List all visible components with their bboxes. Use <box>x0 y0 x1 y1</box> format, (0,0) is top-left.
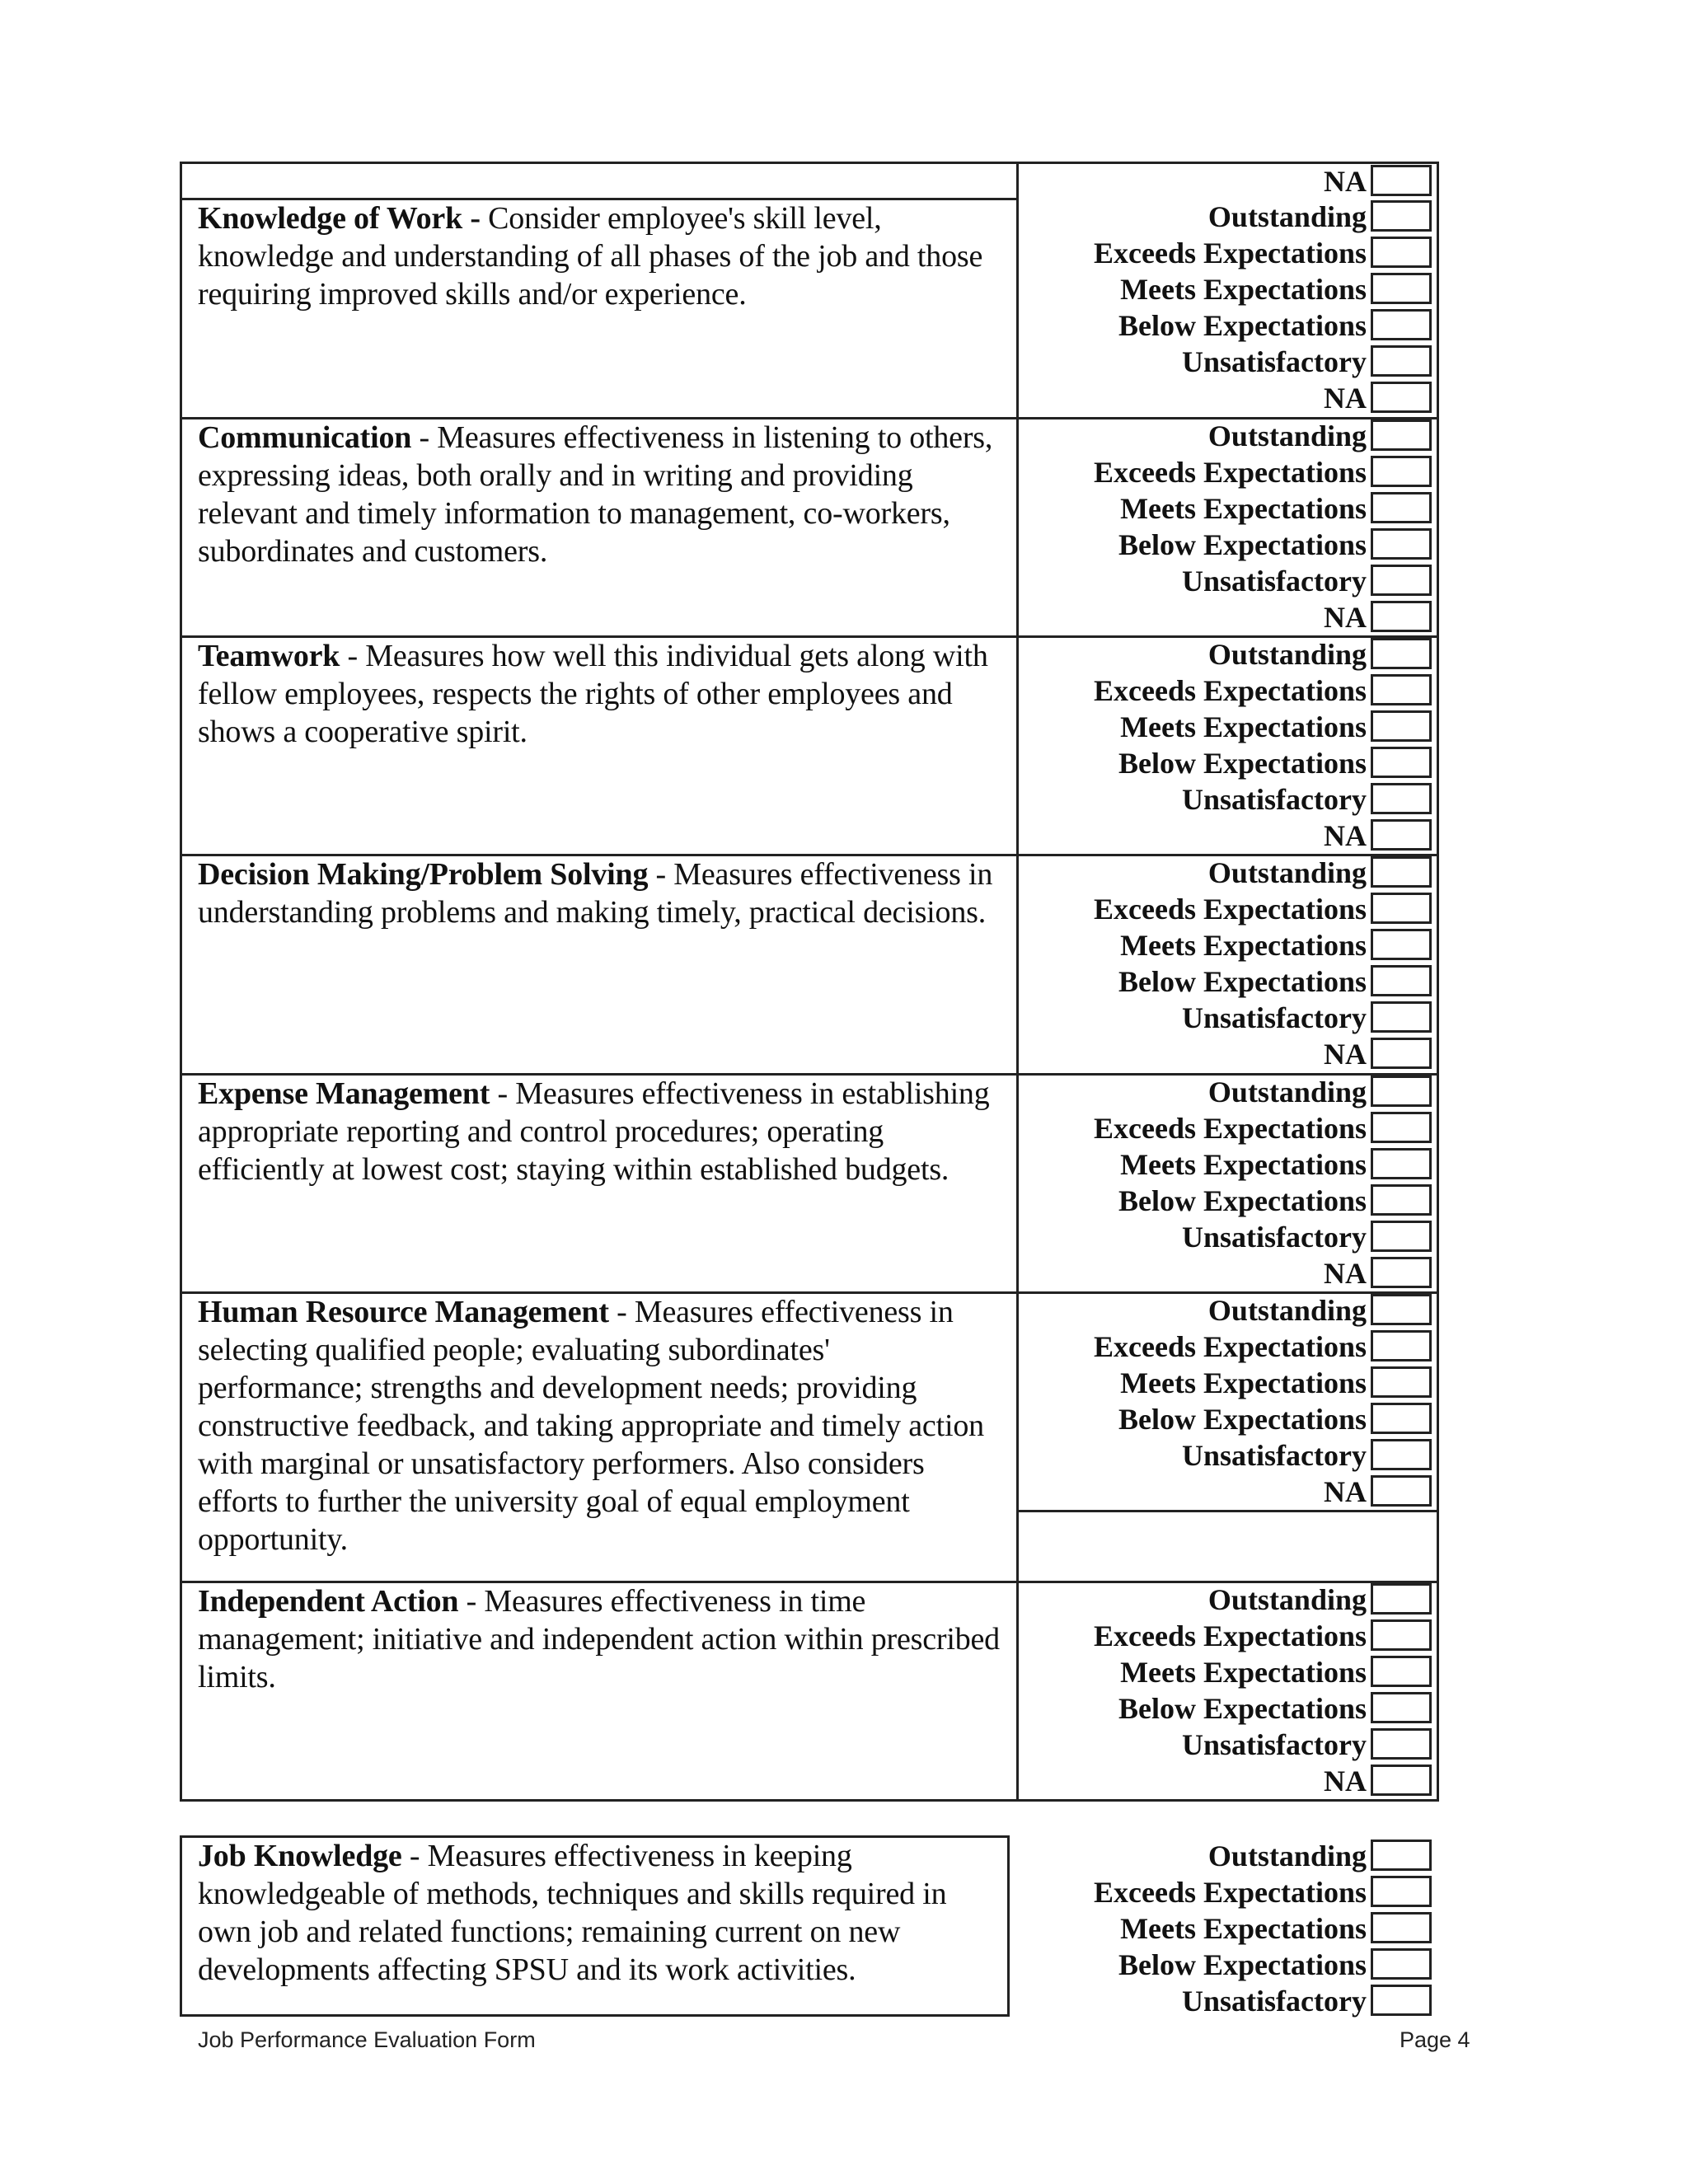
criterion-communication <box>198 419 1001 570</box>
rating-label-unsatisfactory: Unsatisfactory <box>1182 783 1367 816</box>
rating-label-exceeds-expectations: Exceeds Expectations <box>1094 674 1367 707</box>
rating-checkbox-outstanding[interactable] <box>1371 1076 1432 1107</box>
rating-checkbox-exceeds-expectations[interactable] <box>1371 1330 1432 1361</box>
rating-label-na: NA <box>1324 1038 1367 1071</box>
rating-checkbox-meets-expectations[interactable] <box>1371 492 1432 523</box>
rating-label-below-expectations: Below Expectations <box>1118 1948 1367 1981</box>
rating-checkbox-outstanding[interactable] <box>1371 419 1432 451</box>
rating-label-unsatisfactory: Unsatisfactory <box>1182 565 1367 598</box>
rating-label-outstanding: Outstanding <box>1207 200 1367 233</box>
criterion-text: - Measures how well this individual gets along with fellow employees, respects the rights of other employees and shows a cooperative spirit. <box>198 639 988 749</box>
rating-checkbox-unsatisfactory[interactable] <box>1371 1439 1432 1470</box>
rating-label-unsatisfactory: Unsatisfactory <box>1182 1001 1367 1034</box>
rating-label-na: NA <box>1324 382 1367 415</box>
rating-label-exceeds-expectations: Exceeds Expectations <box>1094 893 1367 926</box>
rating-label-meets-expectations: Meets Expectations <box>1120 492 1367 525</box>
rating-checkbox-meets-expectations[interactable] <box>1371 1366 1432 1398</box>
rating-checkbox-unsatisfactory[interactable] <box>1371 1728 1432 1760</box>
rating-label-exceeds-expectations: Exceeds Expectations <box>1094 1112 1367 1145</box>
rating-checkbox-exceeds-expectations[interactable] <box>1371 1112 1432 1143</box>
rating-label-exceeds-expectations: Exceeds Expectations <box>1094 237 1367 269</box>
criterion-title: Decision Making/Problem Solving <box>198 857 649 892</box>
rating-checkbox-outstanding[interactable] <box>1371 856 1432 888</box>
rating-checkbox-meets-expectations[interactable] <box>1371 1656 1432 1687</box>
rating-label-outstanding: Outstanding <box>1207 1076 1367 1108</box>
rating-label-below-expectations: Below Expectations <box>1118 747 1367 780</box>
rating-label-below-expectations: Below Expectations <box>1118 1403 1367 1436</box>
rating-label-exceeds-expectations: Exceeds Expectations <box>1094 1619 1367 1652</box>
criterion-text: - Measures effectiveness in selecting qualified people; evaluating subordinates' performance; strengths and development needs; providing constructive feedback, and taking appropriate and timely action with marginal or unsatisfactory performers. Also considers efforts to further the university goal of equal employment opportunity. <box>198 1295 984 1557</box>
rating-label-unsatisfactory: Unsatisfactory <box>1182 1985 1367 2018</box>
jk-left-border <box>180 1835 182 2017</box>
criterion-title: Independent Action <box>198 1584 459 1619</box>
rating-label-exceeds-expectations: Exceeds Expectations <box>1094 1330 1367 1363</box>
rating-label-meets-expectations: Meets Expectations <box>1120 1912 1367 1945</box>
criterion-title: Communication <box>198 420 412 455</box>
criterion-expense-management <box>198 1075 1001 1188</box>
criterion-knowledge-of-work <box>198 199 1001 313</box>
rating-checkbox-exceeds-expectations[interactable] <box>1371 1876 1432 1907</box>
rating-label-exceeds-expectations: Exceeds Expectations <box>1094 456 1367 489</box>
rating-checkbox-unsatisfactory[interactable] <box>1371 1001 1432 1033</box>
rating-label-meets-expectations: Meets Expectations <box>1120 710 1367 743</box>
jk-right-border <box>1007 1835 1010 2017</box>
rating-label-meets-expectations: Meets Expectations <box>1120 273 1367 306</box>
rating-label-outstanding: Outstanding <box>1207 419 1367 452</box>
rating-label-outstanding: Outstanding <box>1207 1294 1367 1327</box>
rating-checkbox-na[interactable] <box>1371 1765 1432 1796</box>
rating-checkbox-unsatisfactory[interactable] <box>1371 565 1432 596</box>
rating-checkbox-outstanding[interactable] <box>1371 1840 1432 1871</box>
rating-label-below-expectations: Below Expectations <box>1118 309 1367 342</box>
criterion-text: - Measures effectiveness in time management; initiative and independent action within prescribed limits. <box>198 1584 1000 1694</box>
rating-checkbox-exceeds-expectations[interactable] <box>1371 674 1432 705</box>
rating-label-na: NA <box>1324 819 1367 852</box>
rating-checkbox-outstanding[interactable] <box>1371 200 1432 232</box>
criterion-title: Human Resource Management <box>198 1295 609 1329</box>
rating-checkbox-below-expectations[interactable] <box>1371 1948 1432 1980</box>
criterion-text: - Measures effectiveness in listening to others, expressing ideas, both orally and in writing and providing relevant and timely information to management, co-workers, subordinates and customers. <box>198 420 993 569</box>
rating-checkbox-na[interactable] <box>1371 1257 1432 1288</box>
rating-checkbox-below-expectations[interactable] <box>1371 965 1432 996</box>
rating-checkbox-meets-expectations[interactable] <box>1371 929 1432 960</box>
criterion-title: Expense Management <box>198 1076 490 1111</box>
rating-label-unsatisfactory: Unsatisfactory <box>1182 1728 1367 1761</box>
rating-checkbox-below-expectations[interactable] <box>1371 309 1432 340</box>
rating-label-below-expectations: Below Expectations <box>1118 1692 1367 1725</box>
rating-checkbox-na[interactable] <box>1371 1038 1432 1069</box>
rating-label-meets-expectations: Meets Expectations <box>1120 1148 1367 1181</box>
rating-label-below-expectations: Below Expectations <box>1118 965 1367 998</box>
table-left-border <box>180 162 182 1802</box>
rating-checkbox-exceeds-expectations[interactable] <box>1371 1619 1432 1651</box>
footer-form-title: Job Performance Evaluation Form <box>198 2027 536 2052</box>
criterion-human-resource-management <box>198 1293 1001 1558</box>
rating-checkbox-exceeds-expectations[interactable] <box>1371 237 1432 268</box>
rating-checkbox-na[interactable] <box>1371 601 1432 632</box>
criterion-independent-action <box>198 1582 1001 1696</box>
rating-checkbox-below-expectations[interactable] <box>1371 528 1432 560</box>
criterion-text: - Measures effectiveness in keeping knowledgeable of methods, techniques and skills required in own job and related functions; remaining current on new developments affecting SPSU and its work activities. <box>198 1839 947 1987</box>
rating-checkbox-meets-expectations[interactable] <box>1371 710 1432 742</box>
rating-checkbox-meets-expectations[interactable] <box>1371 1912 1432 1943</box>
rating-checkbox-na[interactable] <box>1371 1475 1432 1507</box>
rating-label-na-header: NA <box>1324 165 1367 198</box>
criterion-teamwork <box>198 637 1001 751</box>
rating-label-na: NA <box>1324 1257 1367 1290</box>
rating-label-unsatisfactory: Unsatisfactory <box>1182 1439 1367 1472</box>
criterion-text: - Measures effectiveness in understanding problems and making timely, practical decisions. <box>198 857 993 930</box>
rating-checkbox-below-expectations[interactable] <box>1371 1184 1432 1216</box>
table-bottom-border <box>180 1799 1439 1802</box>
criterion-title: Job Knowledge <box>198 1839 402 1873</box>
rating-checkbox-meets-expectations[interactable] <box>1371 273 1432 304</box>
table-center-divider <box>1016 162 1019 1802</box>
rating-checkbox-unsatisfactory[interactable] <box>1371 783 1432 814</box>
rating-checkbox-na[interactable] <box>1371 819 1432 851</box>
rating-checkbox-exceeds-expectations[interactable] <box>1371 456 1432 487</box>
rating-checkbox-outstanding[interactable] <box>1371 638 1432 669</box>
table-top-border <box>180 162 1439 164</box>
rating-checkbox-exceeds-expectations[interactable] <box>1371 893 1432 924</box>
row-divider-5b <box>1019 1510 1439 1512</box>
rating-label-meets-expectations: Meets Expectations <box>1120 1656 1367 1689</box>
rating-checkbox-unsatisfactory[interactable] <box>1371 1221 1432 1252</box>
criterion-text: - Measures effectiveness in establishing appropriate reporting and control procedures; operating efficiently at lowest cost; staying within established budgets. <box>198 1076 990 1187</box>
rating-label-outstanding: Outstanding <box>1207 1583 1367 1616</box>
criterion-decision-making <box>198 855 1001 931</box>
rating-label-below-expectations: Below Expectations <box>1118 528 1367 561</box>
rating-checkbox-outstanding[interactable] <box>1371 1294 1432 1325</box>
criterion-title: Teamwork <box>198 639 340 673</box>
rating-checkbox-below-expectations[interactable] <box>1371 747 1432 778</box>
rating-label-outstanding: Outstanding <box>1207 1840 1367 1872</box>
table-right-border <box>1437 162 1439 1802</box>
rating-label-exceeds-expectations: Exceeds Expectations <box>1094 1876 1367 1909</box>
rating-checkbox-meets-expectations[interactable] <box>1371 1148 1432 1179</box>
rating-label-below-expectations: Below Expectations <box>1118 1184 1367 1217</box>
criterion-title: Knowledge of Work - <box>198 201 481 236</box>
criterion-text: Consider employee's skill level, knowledge and understanding of all phases of the job and those requiring improved skills and/or experience. <box>198 201 983 312</box>
criterion-job-knowledge <box>198 1837 1001 1989</box>
rating-label-na: NA <box>1324 1475 1367 1508</box>
rating-label-unsatisfactory: Unsatisfactory <box>1182 1221 1367 1254</box>
rating-label-outstanding: Outstanding <box>1207 638 1367 671</box>
rating-checkbox-below-expectations[interactable] <box>1371 1692 1432 1723</box>
rating-label-outstanding: Outstanding <box>1207 856 1367 889</box>
footer-page-number: Page 4 <box>1400 2027 1470 2052</box>
rating-checkbox-na[interactable] <box>1371 382 1432 413</box>
rating-checkbox-outstanding[interactable] <box>1371 1583 1432 1615</box>
rating-checkbox-unsatisfactory[interactable] <box>1371 1985 1432 2016</box>
rating-checkbox-unsatisfactory[interactable] <box>1371 345 1432 377</box>
rating-checkbox-below-expectations[interactable] <box>1371 1403 1432 1434</box>
rating-checkbox-na-header[interactable] <box>1371 165 1432 196</box>
rating-label-meets-expectations: Meets Expectations <box>1120 1366 1367 1399</box>
rating-label-na: NA <box>1324 601 1367 634</box>
rating-label-na: NA <box>1324 1765 1367 1797</box>
rating-label-unsatisfactory: Unsatisfactory <box>1182 345 1367 378</box>
rating-label-meets-expectations: Meets Expectations <box>1120 929 1367 962</box>
jk-bottom-border <box>180 2014 1010 2017</box>
